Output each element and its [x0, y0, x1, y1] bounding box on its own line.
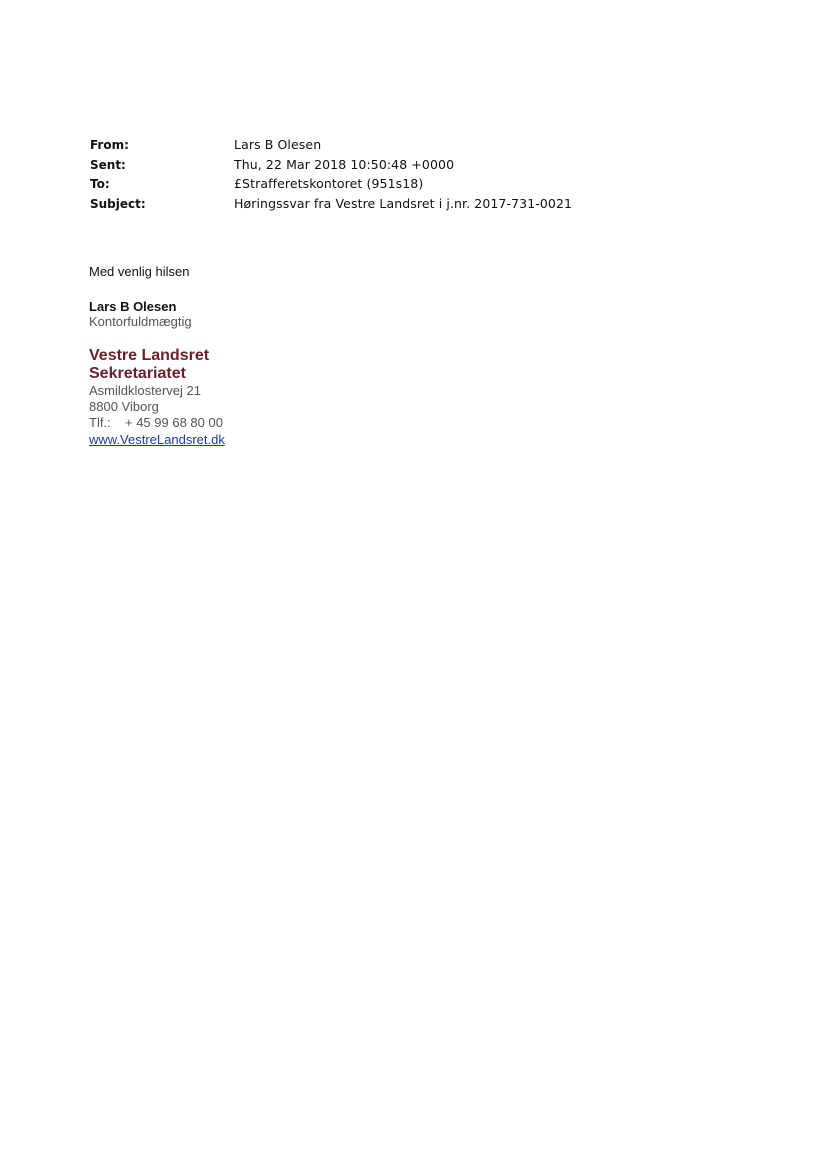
- subject-value: Høringssvar fra Vestre Landsret i j.nr. 2017-731-0021: [234, 196, 573, 211]
- signature-title: Kontorfuldmægtig: [89, 314, 192, 329]
- to-label: To:: [90, 177, 110, 191]
- header-row-sent: [90, 157, 690, 176]
- organization-line-2: Sekretariatet: [89, 365, 186, 382]
- address-line-1: Asmildklostervej 21: [89, 383, 201, 398]
- email-header: [90, 137, 690, 213]
- email-body: [89, 264, 489, 449]
- organization-line-1: Vestre Landsret: [89, 347, 210, 364]
- header-row-from: [90, 137, 690, 156]
- sent-label: Sent:: [90, 158, 126, 172]
- phone-row: [89, 415, 489, 431]
- from-label: From:: [90, 138, 129, 152]
- greeting-text: Med venlig hilsen: [89, 264, 190, 279]
- to-value: £Strafferetskontoret (951s18): [234, 176, 424, 191]
- sent-value: Thu, 22 Mar 2018 10:50:48 +0000: [234, 157, 455, 172]
- phone-value: + 45 99 68 80 00: [125, 415, 223, 430]
- organization-name: [89, 347, 489, 383]
- subject-label: Subject:: [90, 197, 146, 211]
- from-value: Lars B Olesen: [234, 137, 322, 152]
- phone-label: Tlf.:: [89, 415, 111, 430]
- website-link[interactable]: www.VestreLandsret.dk: [89, 432, 225, 447]
- header-row-to: [90, 176, 690, 195]
- header-row-subject: [90, 196, 690, 215]
- signature-name: Lars B Olesen: [89, 299, 177, 314]
- address-line-2: 8800 Viborg: [89, 399, 159, 414]
